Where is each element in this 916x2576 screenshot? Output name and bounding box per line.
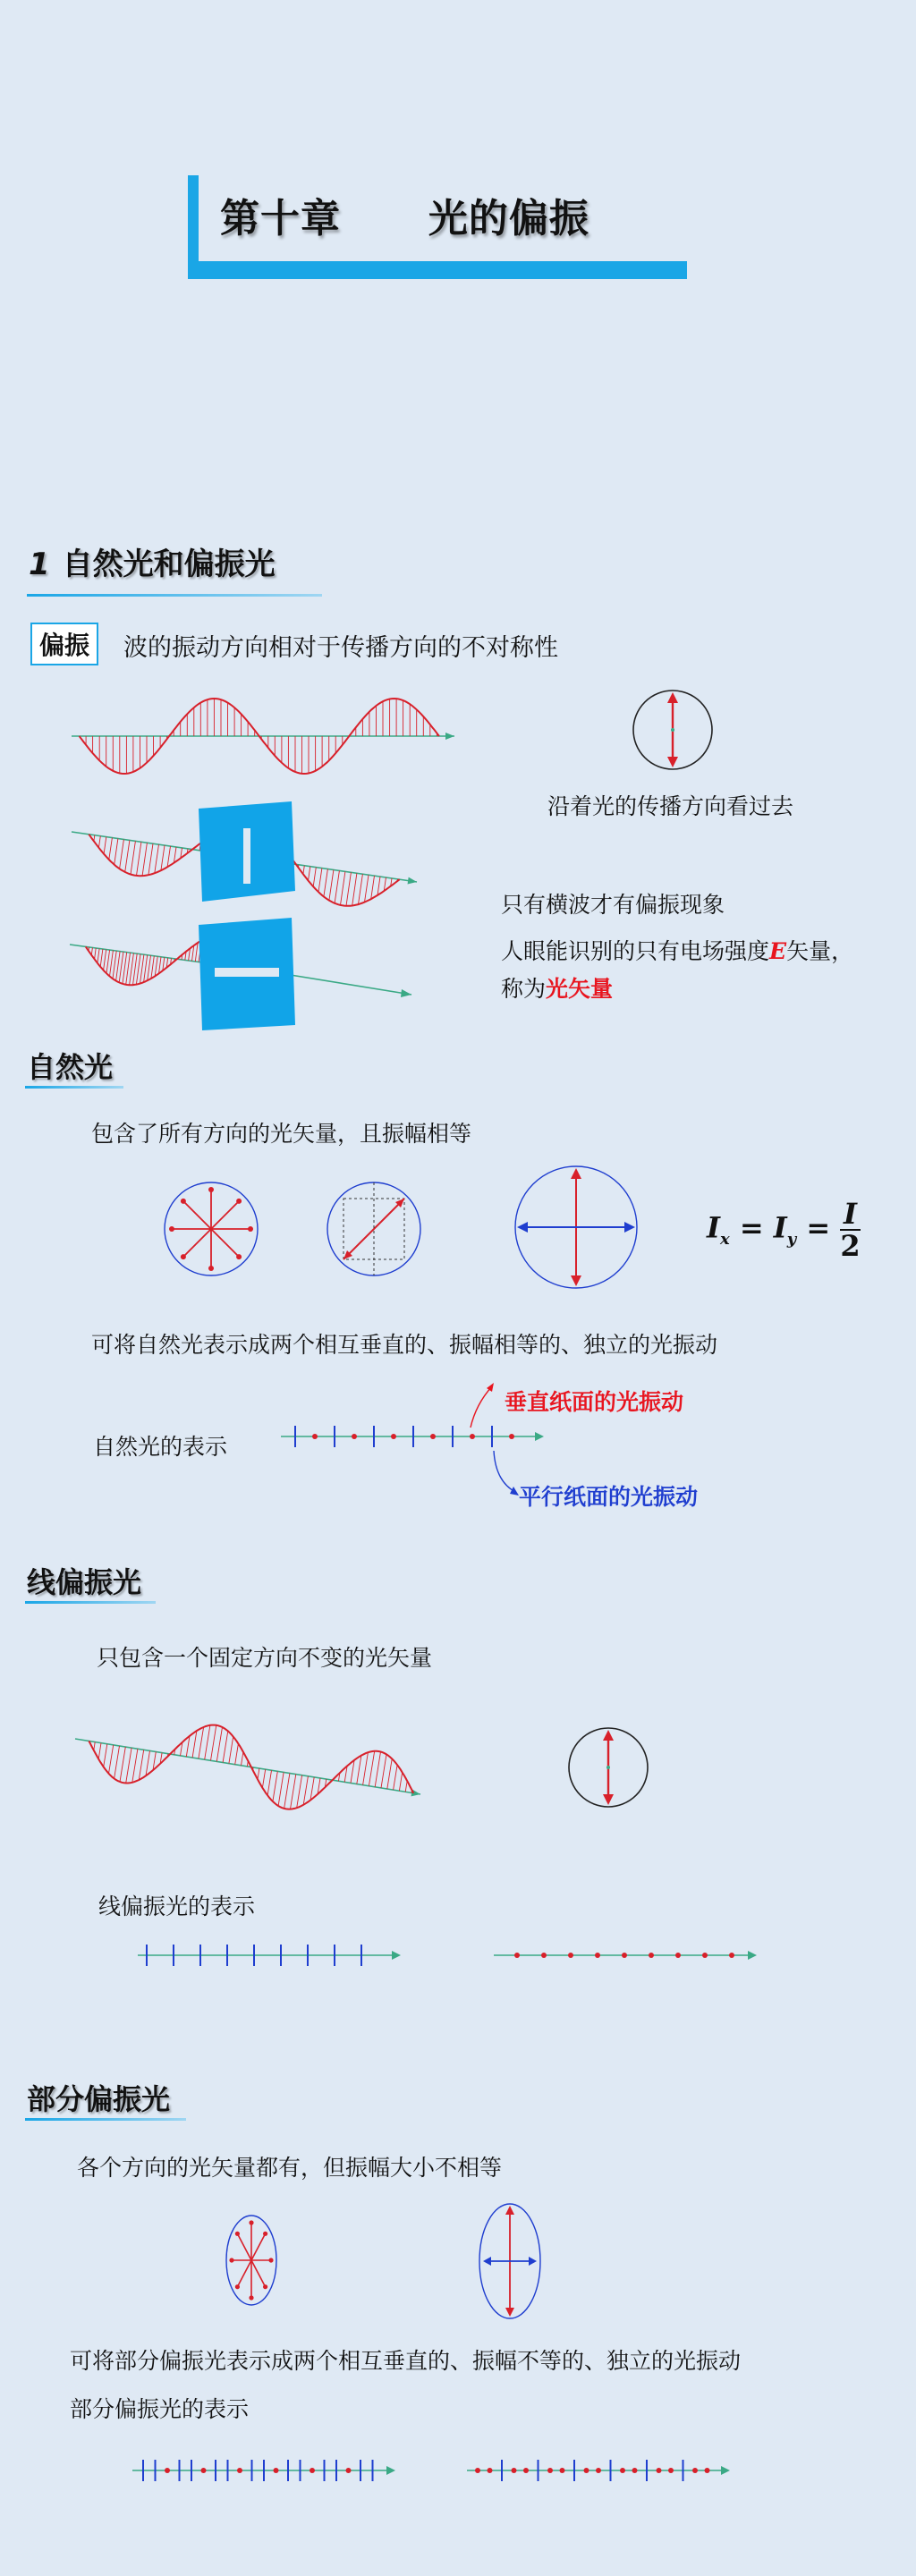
eye-note-suffix: 矢量， bbox=[786, 938, 854, 964]
partial-light-ray-2 bbox=[463, 2453, 732, 2488]
partial-light-repr-label: 部分偏振光的表示 bbox=[70, 2396, 250, 2422]
partial-light-ray-1 bbox=[129, 2453, 397, 2488]
eye-note bbox=[501, 934, 853, 966]
linear-light-desc: 只包含一个固定方向不变的光矢量 bbox=[97, 1645, 433, 1671]
natural-light-repr-label: 自然光的表示 bbox=[93, 1434, 228, 1460]
polarization-definition: 波的振动方向相对于传播方向的不对称性 bbox=[123, 634, 558, 662]
partial-light-desc: 各个方向的光矢量都有，但振幅大小不相等 bbox=[77, 2155, 503, 2181]
section-title: 自然光和偏振光 bbox=[62, 547, 276, 582]
formula-ix: I bbox=[707, 1210, 720, 1245]
chapter-label: 第十章 bbox=[220, 196, 341, 242]
natural-light-cross-circle bbox=[513, 1165, 639, 1290]
called-note bbox=[501, 971, 613, 1004]
formula-sub-x: x bbox=[719, 1229, 730, 1249]
intensity-formula: $I_x = I_y$ = $\frac{I}{2}$ bbox=[707, 1197, 861, 1263]
para-label: 平行纸面的光振动 bbox=[519, 1484, 699, 1510]
linear-light-ray-lines bbox=[134, 1937, 403, 1973]
section-number: 1 bbox=[29, 547, 50, 582]
linear-light-repr-label: 线偏振光的表示 bbox=[98, 1894, 256, 1919]
formula-sub-y: y bbox=[786, 1229, 797, 1249]
end-view-circle-vertical bbox=[632, 689, 714, 771]
partial-light-underline bbox=[25, 2118, 186, 2121]
formula-denominator: 2 bbox=[840, 1229, 861, 1263]
chapter-title-text: 光的偏振 bbox=[428, 196, 589, 242]
partial-light-decompose: 可将部分偏振光表示成两个相互垂直的、振幅不等的、独立的光振动 bbox=[70, 2348, 742, 2374]
perp-pointer bbox=[465, 1377, 501, 1431]
light-vector-term: 光矢量 bbox=[546, 976, 614, 1002]
e-vector-symbol: E bbox=[769, 938, 787, 964]
natural-light-desc: 包含了所有方向的光矢量，且振幅相等 bbox=[91, 1121, 472, 1147]
linear-light-circle bbox=[567, 1726, 649, 1809]
perp-label: 垂直纸面的光振动 bbox=[505, 1389, 684, 1415]
natural-light-decompose: 可将自然光表示成两个相互垂直的、振幅相等的、独立的光振动 bbox=[91, 1332, 718, 1358]
natural-light-heading: 自然光 bbox=[27, 1050, 114, 1084]
polarizer-slit-horizontal bbox=[199, 918, 299, 1032]
polarization-tag: 偏振 bbox=[30, 623, 98, 665]
formula-iy: I bbox=[773, 1210, 787, 1245]
transverse-note: 只有横波才有偏振现象 bbox=[501, 892, 725, 918]
partial-light-ellipse-star bbox=[224, 2213, 279, 2308]
partial-light-heading: 部分偏振光 bbox=[27, 2082, 171, 2116]
called-prefix: 称为 bbox=[501, 976, 547, 1002]
linear-light-underline bbox=[25, 1601, 156, 1604]
eye-note-prefix: 人眼能识别的只有电场强度 bbox=[501, 938, 770, 964]
polarizer-slit-vertical bbox=[199, 801, 299, 905]
linear-light-ray-dots bbox=[490, 1937, 759, 1973]
view-note: 沿着光的传播方向看过去 bbox=[547, 793, 794, 819]
linear-light-heading: 线偏振光 bbox=[27, 1565, 142, 1599]
partial-light-ellipse-cross bbox=[476, 2200, 544, 2322]
wave-linear-polarized bbox=[75, 1725, 420, 1809]
wave-horizontal bbox=[72, 699, 454, 774]
formula-numerator: I bbox=[840, 1199, 860, 1231]
natural-light-star-circle bbox=[163, 1181, 259, 1277]
natural-light-underline bbox=[25, 1086, 123, 1089]
natural-light-component-circle bbox=[326, 1181, 422, 1277]
